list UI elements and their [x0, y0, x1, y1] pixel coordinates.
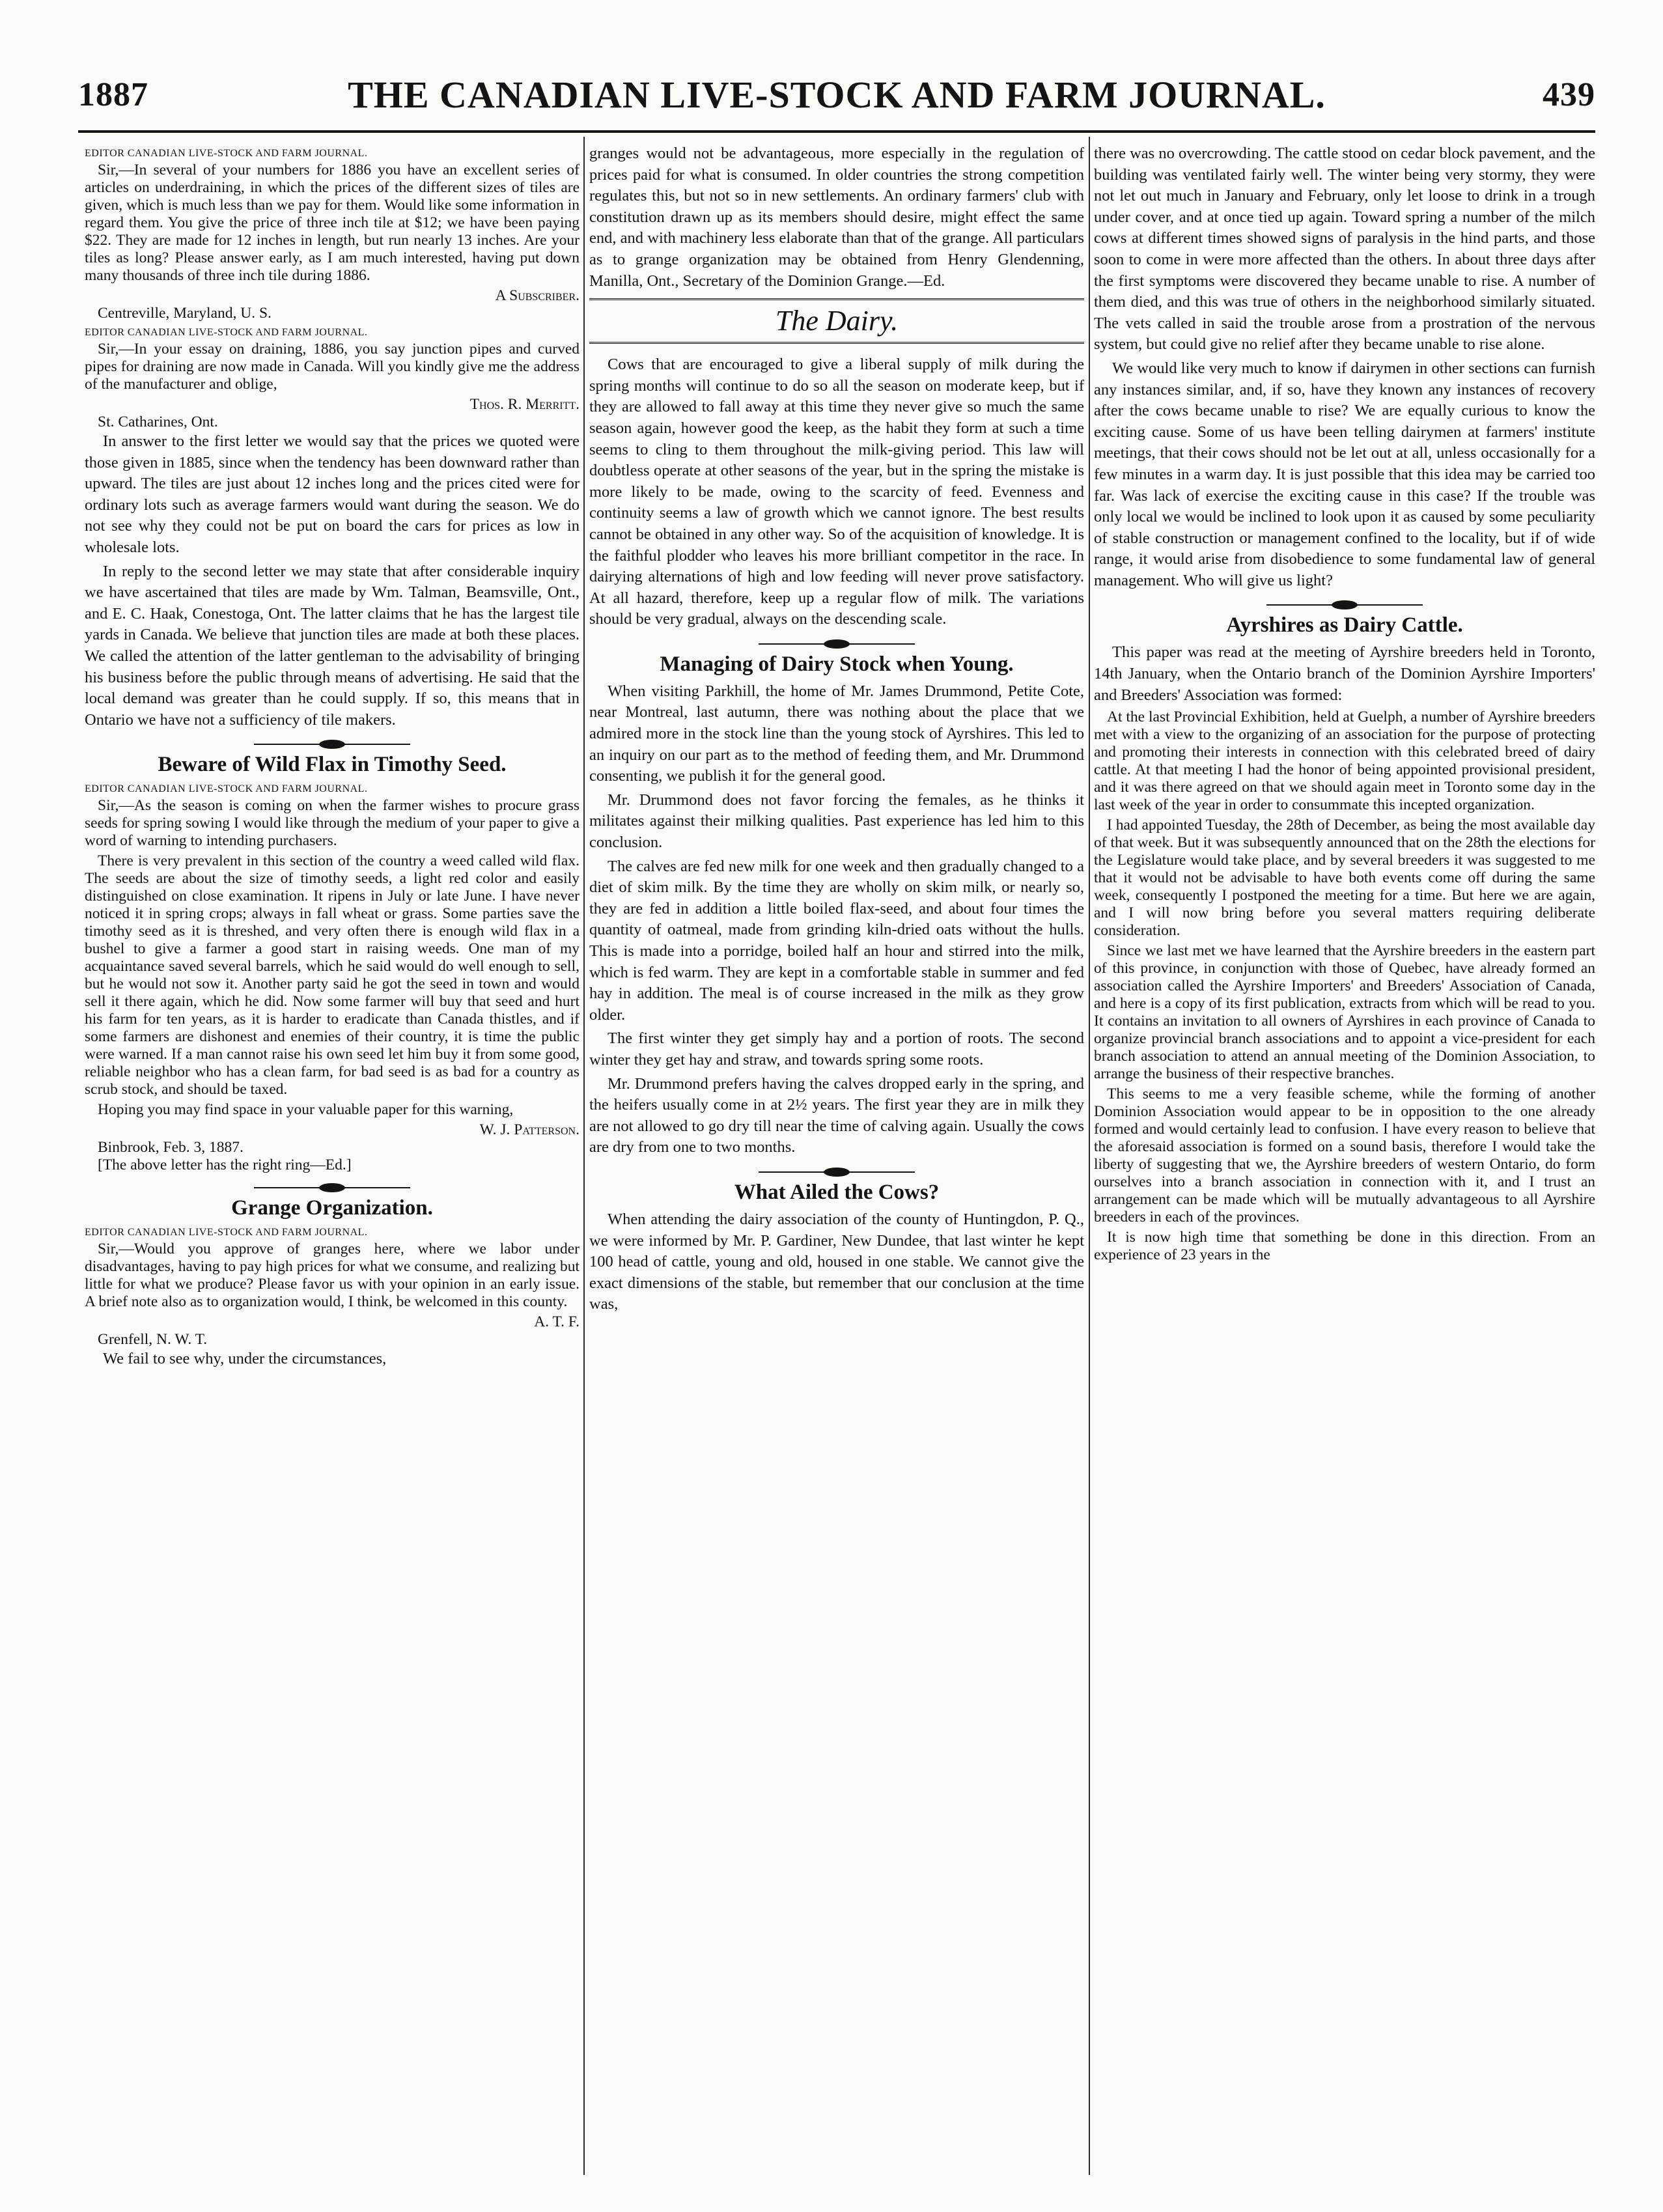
- section-title: The Dairy.: [589, 298, 1084, 344]
- article-paragraph: When visiting Parkhill, the home of Mr. James Drummond, Petite Cote, near Montreal, last autumn, there was nothing about the place that we admired more in the stock line than the young stock of Ayrshires. This led to an inquiry on our part as to the method of feeding them, and Mr. Drummond consenting, we publish it for the general good.: [589, 682, 1084, 785]
- editor-answer: We fail to see why, under the circumstances,: [103, 1350, 387, 1368]
- section-separator: [254, 1183, 410, 1192]
- article-paragraph: At the last Provincial Exhibition, held at Guelph, a number of Ayrshire breeders met with a view to the organizing of an association for the purpose of protecting and promoting their interests in connection with this celebrated breed of dairy cattle. At that meeting I had the honor of being appointed provisional president, and it was there agreed on that we should again meet in Toronto some day in the last week of the year in order to consummate this incepted organization.: [1094, 708, 1595, 814]
- article-paragraph: When attending the dairy association of the county of Huntingdon, P. Q., we were informed by Mr. P. Gardiner, New Dundee, that last winter he kept 100 head of cattle, young and old, housed in one stable. We cannot give the exact dimensions of the stable, but remember that our conclusion at the time was,: [589, 1210, 1084, 1313]
- issue-year: 1887: [78, 76, 148, 113]
- letter-signature: Thos. R. Merritt.: [469, 396, 580, 413]
- letter-text: There is very prevalent in this section of the country a weed called wild flax. The seeds are about the size of timothy seeds, a light red color and easily distinguished on close examination. It ripens in July or late June. I have never noticed it in spring crops; always in fall wheat or grass. Some parties save the timothy seed as it is threshed, and very often there is enough wild flax in a bushel to give a farmer a good start in raising weeds. One man of my acquaintance saved several barrels, which he said would do well enough to sell, but he would not sow it. Another party said he got the seed in town and would sell it there again, which he did. Now some farmer will buy that seed and hurt his farm for ten years, as it is harder to eradicate than Canada thistles, and if some farmers are dishonest and enemies of their country, it is time the public were warned. If a man cannot raise his own seed let him buy it from some good, reliable neighbor who has a clean farm, for bad seed is as bad for a country as scrub stock, and should be taxed.: [85, 852, 580, 1099]
- article-headline: Grange Organization.: [231, 1196, 433, 1220]
- article-headline: What Ailed the Cows?: [734, 1180, 940, 1204]
- masthead: [78, 70, 1595, 122]
- letter-signature: A Subscriber.: [495, 287, 580, 304]
- masthead-rule: [78, 130, 1595, 133]
- editor-answer: In answer to the first letter we would say that the prices we quoted were those given in 1885, since when the tendency has been downward rather than upward. The tiles are just about 12 inches long and the prices cited were for ordinary lots such as average farmers would want during the season. We do not see why they could not be put on board the cars for prices as low in wholesale lots.: [85, 432, 580, 556]
- letter-place: Centreville, Maryland, U. S.: [98, 305, 272, 322]
- article-paragraph: granges would not be advantageous, more especially in the regulation of prices paid for what is consumed. In older countries the strong competition regulates this, but not so in new settlements. An ordinary farmers' club with constitution drawn up as its members should desire, might effect the same end, and with machinery less elaborate than that of the grange. All particulars as to grange organization may be obtained from Henry Glendenning, Manilla, Ont., Secretary of the Dominion Grange.—Ed.: [589, 145, 1084, 290]
- article-paragraph: Mr. Drummond does not favor forcing the females, as he thinks it militates against their milking qualities. Past experience has led him to this conclusion.: [589, 791, 1084, 852]
- letter-addressee: EDITOR CANADIAN LIVE-STOCK AND FARM JOURNAL.: [85, 783, 368, 795]
- editor-note: [The above letter has the right ring—Ed.]: [98, 1156, 352, 1174]
- letter-place: Grenfell, N. W. T.: [98, 1331, 208, 1349]
- article-paragraph: there was no overcrowding. The cattle stood on cedar block pavement, and the building was ventilated fairly well. The winter being very stormy, they were not let out much in January and February, only let loose to drink in a trough under cover, and at once tied up again. Toward spring a number of the milch cows at different times showed signs of paralysis in the hind parts, and those soon to come in were more affected than the others. In about three days after the first symptoms were discovered they became unable to rise. A number of them died, and this was true of others in the neighborhood similarly situated. The vets called in said the trouble arose from a prostration of the nervous system, but could give no relief after they became unable to rise alone.: [1094, 145, 1595, 354]
- letter-place: Binbrook, Feb. 3, 1887.: [98, 1139, 244, 1156]
- section-separator: [1266, 600, 1423, 609]
- article-headline: Ayrshires as Dairy Cattle.: [1226, 613, 1463, 637]
- article-paragraph: Mr. Drummond prefers having the calves dropped early in the spring, and the heifers usually come in at 2½ years. The first year they are in milk they are not allowed to go dry till near the time of calving again. Usually the cows are dry from one to two months.: [589, 1074, 1084, 1156]
- article-headline: Beware of Wild Flax in Timothy Seed.: [158, 753, 507, 777]
- article-paragraph: We would like very much to know if dairymen in other sections can furnish any instances similar, and, if so, have they known any instances of recovery after the cows became unable to rise? We are equally curious to know the exciting cause. Some of us have been telling dairymen at farmers' institute meetings, that their cows should not be let out at all, unless occasionally for a few minutes in a warm day. It is just possible that this idea may be carried too far. Was lack of exercise the exciting cause in this case? If the trouble was only local we would be inclined to look upon it as caused by some peculiarity of stable construction or management confined to the locality, but if of wide range, it would arise from disobedience to some fundamental law of general management. Who will give us light?: [1094, 359, 1595, 589]
- article-paragraph: The first winter they get simply hay and a portion of roots. The second winter they get hay and straw, and towards spring some roots.: [589, 1029, 1084, 1069]
- column-middle: [589, 143, 1084, 2168]
- letter-text: Sir,—Would you approve of granges here, where we labor under disadvantages, having to pay high prices for what we consume, and realizing but little for what we produce? Please favor us with your opinion in an early issue. A brief note also as to organization would, I think, be welcomed in this county.: [85, 1240, 580, 1311]
- letter-signature: W. J. Patterson.: [479, 1121, 580, 1139]
- section-separator: [759, 1168, 915, 1177]
- article-paragraph: I had appointed Tuesday, the 28th of December, as being the most available day of that week. But it was subsequently announced that on the 28th the elections for the Legislature would take place, and by several breeders it was suggested to me that it would not be advisable to have both events come off during the same week, consequently I postponed the meeting for a time. But here we are again, and I will now bring before you several matters requiring deliberate consideration.: [1094, 817, 1595, 940]
- column-left: [85, 143, 580, 2168]
- article-headline: Managing of Dairy Stock when Young.: [660, 652, 1014, 676]
- letter-text: Sir,—As the season is coming on when the farmer wishes to procure grass seeds for spring sowing I would like through the medium of your paper to give a word of warning to intending purchasers.: [85, 797, 580, 850]
- column-divider: [583, 137, 585, 2175]
- article-paragraph: This seems to me a very feasible scheme, while the forming of another Dominion Association would appear to be in opposition to the one already formed and would certainly lead to confusion. I have every reason to believe that the aforesaid association is formed on a sound basis, therefore I would take the liberty of suggesting that we, the Ayrshire breeders of western Ontario, do form ourselves into a branch association in connection with it, and I trust an arrangement can be made which will be mutually advantageous to all Ayrshire breeders in each of the provinces.: [1094, 1085, 1595, 1226]
- editor-answer: In reply to the second letter we may state that after considerable inquiry we have ascertained that tiles are made by Wm. Talman, Beamsville, Ont., and E. C. Haak, Conestoga, Ont. The latter claims that he has the largest tile yards in Canada. We believe that junction tiles are made at both these places. We called the attention of the latter gentleman to the advisability of bringing his business before the public through means of advertising. He said that the local demand was greater than he could supply. If so, this means that in Ontario we have not a sufficiency of tile makers.: [85, 562, 580, 729]
- column-right: [1094, 143, 1595, 2168]
- column-divider: [1089, 137, 1090, 2175]
- article-paragraph: Cows that are encouraged to give a liberal supply of milk during the spring months will continue to do so all the season on moderate keep, but if they are allowed to fall away at this time they never give so much the same season again, however good the keep, as the habit they form at such a time seems to cling to them throughout the milk-giving period. This law will doubtless operate at other seasons of the year, but in the spring the mistake is more likely to be made, owing to the scarcity of feed. Evenness and continuity seems a law of growth which we cannot ignore. The best results cannot be obtained in any other way. So of the acquisition of knowledge. It is the faithful plodder who leaves his more brilliant competitor in the race. In dairying alternations of high and low feeding will never prove satisfactory. At all hazard, therefore, keep up a regular flow of milk. The variations should be very gradual, always on the descending scale.: [589, 356, 1084, 628]
- journal-title: THE CANADIAN LIVE-STOCK AND FARM JOURNAL.: [348, 74, 1326, 116]
- article-paragraph: It is now high time that something be done in this direction. From an experience of 23 years in the: [1094, 1229, 1595, 1264]
- letter-addressee: EDITOR CANADIAN LIVE-STOCK AND FARM JOURNAL.: [85, 327, 368, 338]
- letter-text: Hoping you may find space in your valuable paper for this warning,: [98, 1101, 514, 1119]
- section-separator: [254, 740, 410, 749]
- letter-text: Sir,—In your essay on draining, 1886, you say junction pipes and curved pipes for draining are now made in Canada. Will you kindly give me the address of the manufacturer and oblige,: [85, 341, 580, 393]
- section-separator: [759, 639, 915, 649]
- article-paragraph: The calves are fed new milk for one week and then gradually changed to a diet of skim milk. By the time they are wholly on skim milk, or nearly so, they are fed in addition a little boiled flax-seed, and about four times the quantity of oatmeal, made from grinding kiln-dried oats without the hulls. This is made into a porridge, boiled half an hour and stirred into the milk, which is fed warm. They are kept in a comfortable stable in summer and fed hay in addition. The meal is of course increased in the milk as they grow older.: [589, 857, 1084, 1024]
- letter-signature: A. T. F.: [534, 1313, 580, 1331]
- letter-addressee: EDITOR CANADIAN LIVE-STOCK AND FARM JOURNAL.: [85, 148, 368, 159]
- letter-addressee: EDITOR CANADIAN LIVE-STOCK AND FARM JOURNAL.: [85, 1227, 368, 1239]
- article-paragraph: This paper was read at the meeting of Ayrshire breeders held in Toronto, 14th January, when the Ontario branch of the Dominion Ayrshire Importers' and Breeders' Association was formed:: [1094, 643, 1595, 704]
- letter-place: St. Catharines, Ont.: [98, 413, 218, 430]
- article-paragraph: Since we last met we have learned that the Ayrshire breeders in the eastern part of this province, in conjunction with those of Quebec, have already formed an association called the Ayrshire Importers' and Breeders' Association of Canada, and here is a copy of its first publication, extracts from which will be read to you. It contains an invitation to all owners of Ayrshires in each province of Canada to organize provincial branch associations and to appoint a vice-president for each branch association to attend an annual meeting of the Dominion Association, to arrange the business of their respective branches.: [1094, 942, 1595, 1083]
- page-number: 439: [1543, 76, 1595, 113]
- letter-text: Sir,—In several of your numbers for 1886 you have an excellent series of articles on underdraining, in which the prices of the different sizes of tiles are given, which is much less than we pay for them. Would like some information in regard them. You give the price of three inch tile at $12; we have been paying $22. They are made for 12 inches in length, but run nearly 13 inches. Are your tiles as long? Please answer early, as I am much interested, having put down many thousands of three inch tile during 1886.: [85, 161, 580, 284]
